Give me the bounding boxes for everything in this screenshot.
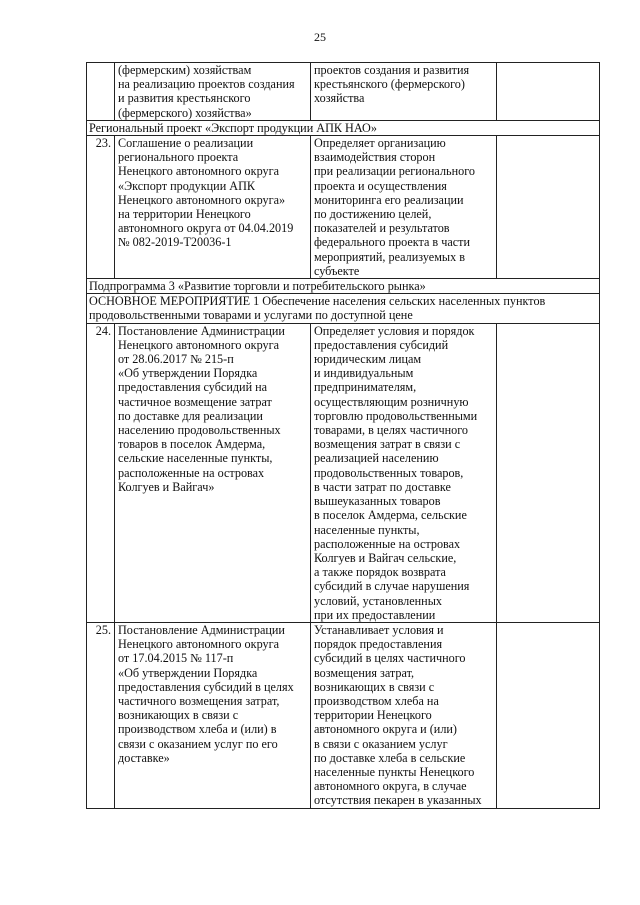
table-row xyxy=(87,136,600,279)
page-number: 25 xyxy=(314,30,326,44)
extra-cell xyxy=(497,323,600,622)
extra-cell xyxy=(497,622,600,808)
purpose-cell: Устанавливает условия и порядок предоставления субсидий в целях частичного возмещения затрат, возникающих в связи с производством хлеба на территории Ненецкого автономного округа и (или) в связи с оказанием услуг по доставке хлеба в сельские населенные пункты Ненецкого автономного округа, в случае отсутствия пекарен в указанных xyxy=(311,622,497,808)
main-event-heading: ОСНОВНОЕ МЕРОПРИЯТИЕ 1 Обеспечение населения сельских населенных пунктов продовольственными товарами и услугами по доступной цене xyxy=(87,294,600,323)
table-row xyxy=(87,323,600,622)
section-row xyxy=(87,279,600,294)
section-row xyxy=(87,294,600,323)
row-number: 25. xyxy=(87,622,115,808)
extra-cell xyxy=(497,136,600,279)
extra-cell xyxy=(497,63,600,121)
row-number xyxy=(87,63,115,121)
legal-acts-table xyxy=(86,62,600,809)
purpose-cell: проектов создания и развития крестьянского (фермерского) хозяйства xyxy=(311,63,497,121)
section-row xyxy=(87,120,600,135)
regional-project-heading: Региональный проект «Экспорт продукции АПК НАО» xyxy=(87,120,600,135)
legal-act-cell: Постановление Администрации Ненецкого автономного округа от 17.04.2015 № 117-п «Об утверждении Порядка предоставления субсидий в целях частичного возмещения затрат, возникающих в связи с производством хлеба и (или) в связи с оказанием услуг по его доставке» xyxy=(115,622,311,808)
legal-act-cell: Постановление Администрации Ненецкого автономного округа от 28.06.2017 № 215-п «Об утверждении Порядка предоставления субсидий на частичное возмещение затрат по доставке для реализации населению продовольственных товаров в поселок Амдерма, сельские населенные пункты, расположенные на островах Колгуев и Вайгач» xyxy=(115,323,311,622)
legal-act-cell: (фермерским) хозяйствам на реализацию проектов создания и развития крестьянского (фермерского) хозяйства» xyxy=(115,63,311,121)
table-row xyxy=(87,622,600,808)
table-row xyxy=(87,63,600,121)
subprogram-heading: Подпрограмма 3 «Развитие торговли и потребительского рынка» xyxy=(87,279,600,294)
row-number: 24. xyxy=(87,323,115,622)
purpose-cell: Определяет организацию взаимодействия сторон при реализации регионального проекта и осуществления мониторинга его реализации по достижению целей, показателей и результатов федерального проекта в части мероприятий, реализуемых в субъекте xyxy=(311,136,497,279)
row-number: 23. xyxy=(87,136,115,279)
purpose-cell: Определяет условия и порядок предоставления субсидий юридическим лицам и индивидуальным предпринимателям, осуществляющим розничную торговлю продовольственными товарами, в целях частичного возмещения затрат в связи с реализацией населению продовольственных товаров, в части затрат по доставке вышеуказанных товаров в поселок Амдерма, сельские населенные пункты, расположенные на островах Колгуев и Вайгач сельские, а также порядок возврата субсидий в случае нарушения условий, установленных при их предоставлении xyxy=(311,323,497,622)
legal-act-cell: Соглашение о реализации регионального проекта Ненецкого автономного округа «Экспорт продукции АПК Ненецкого автономного округа» на территории Ненецкого автономного округа от 04.04.2019 № 082-2019-Т20036-1 xyxy=(115,136,311,279)
